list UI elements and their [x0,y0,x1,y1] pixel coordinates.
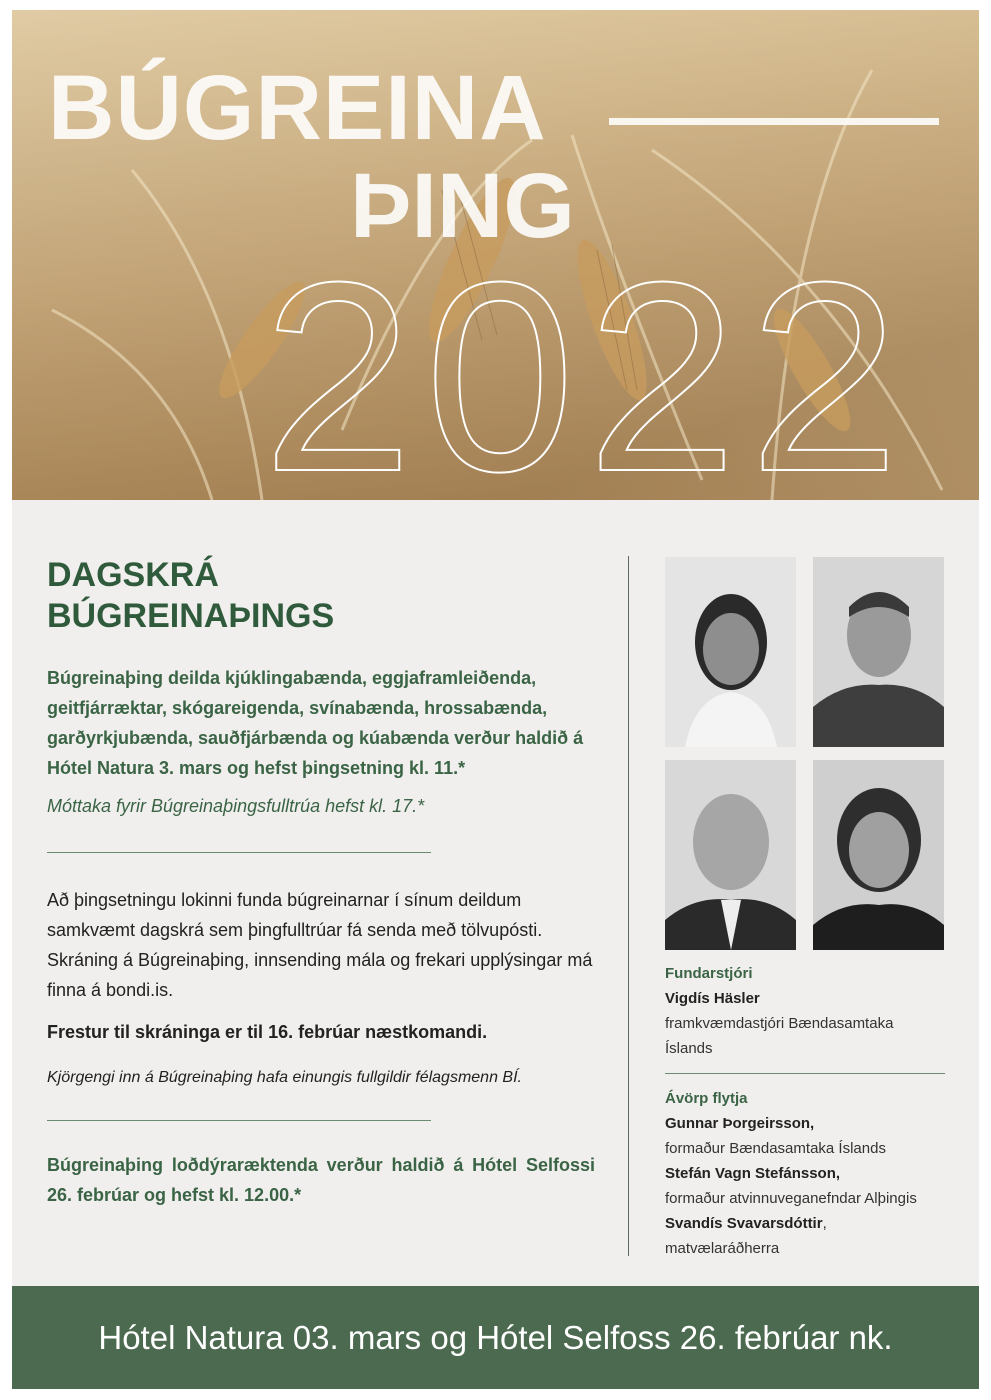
outro-paragraph: Búgreinaþing loðdýraræktenda verður haldið á Hótel Selfossi 26. febrúar og hefst kl. 12.00.* [47,1155,595,1205]
speakers-block [665,1086,917,1261]
content-panel [12,500,979,1286]
chair-name: Vigdís Häsler [665,990,760,1007]
chair-role-line-1: framkvæmdastjóri Bændasamtaka [665,1015,894,1032]
chair-block [665,961,893,1061]
heading-line-2: BÚGREINAÞINGS [47,597,335,635]
divider [47,852,431,853]
body-paragraph: Að þingsetningu lokinni funda búgreinarnar í sínum deildum samkvæmt dagskrá sem þingfulltrúar fá senda með tölvupósti. Skráning á Búgreinaþing, innsending mála og frekari upplýsingar má finna á bondi.is. [47,890,593,1000]
speaker-name: Stefán Vagn Stefánsson, [665,1165,841,1182]
speakers-label: Ávörp flytja [665,1090,748,1107]
chair-role-line-2: Íslands [665,1040,713,1057]
portrait-photo [665,760,796,950]
speaker-role: formaður atvinnuveganefndar Alþingis [665,1190,917,1207]
speaker-name: Gunnar Þorgeirsson, [665,1115,815,1132]
speaker-name: Svandís Svavarsdóttir [665,1215,823,1232]
portrait-photo [813,557,944,747]
column-divider [628,556,629,1256]
year-text: 2022 [262,227,912,500]
speaker-role: matvælaráðherra [665,1240,780,1257]
title-line-1: BÚGREINA [48,57,547,159]
divider [47,1120,431,1121]
speaker-name-suffix: , [822,1215,827,1232]
intro-paragraph: Búgreinaþing deilda kjúklingabænda, eggjaframleiðenda, geitfjárræktar, skógareigenda, svínabænda, hrossabænda, garðyrkjubænda, sauðfjárbænda og kúabænda verður haldið á Hótel Natura 3. mars og hefst þingsetning kl. 11.* [47,668,584,778]
year-outline [12,10,979,500]
title-line-2: ÞING [350,155,575,257]
footer-banner [12,1286,979,1389]
portrait-photo [665,557,796,747]
portrait-photo [813,760,944,950]
heading-line-1: DAGSKRÁ [47,556,219,594]
section-heading [47,555,334,637]
sidebar-divider [665,1073,945,1074]
footer-text: Hótel Natura 03. mars og Hótel Selfoss 26. febrúar nk. [98,1318,893,1356]
speaker-role: formaður Bændasamtaka Íslands [665,1140,886,1157]
deadline-text: Frestur til skráninga er til 16. febrúar næstkomandi. [47,1022,488,1042]
hero-banner [12,10,979,500]
chair-label: Fundarstjóri [665,965,753,982]
members-note: Kjörgengi inn á Búgreinaþing hafa einungis fullgildir félagsmenn BÍ. [47,1069,522,1086]
reception-note: Móttaka fyrir Búgreinaþingsfulltrúa hefst kl. 17.* [47,796,425,816]
